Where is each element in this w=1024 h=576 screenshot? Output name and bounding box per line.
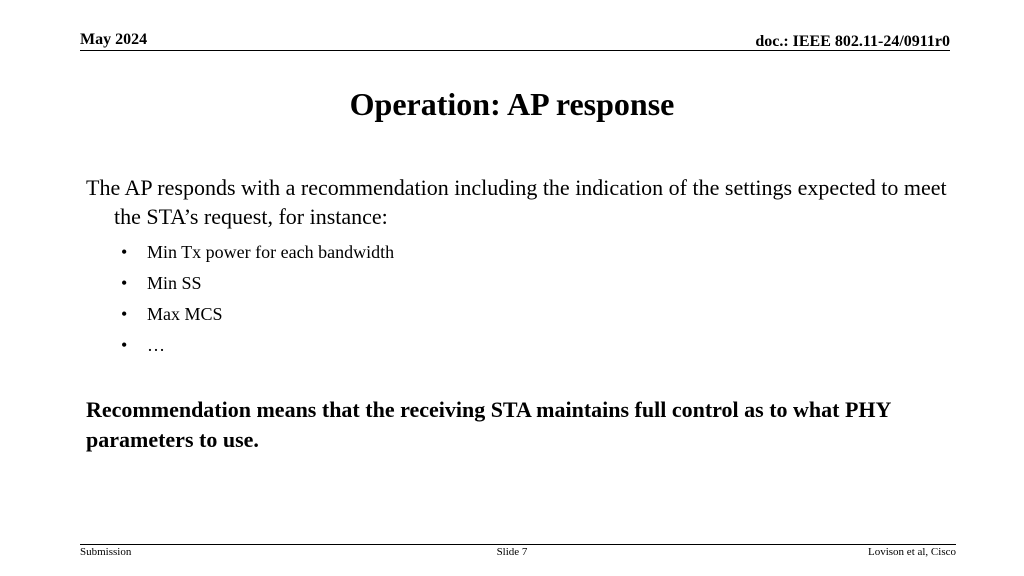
header-doc-id: doc.: IEEE 802.11-24/0911r0 [755,33,950,50]
list-item [121,237,394,268]
bullet-text: Min Tx power for each bandwidth [147,242,395,262]
bullet-icon: • [121,242,128,262]
emphasis-paragraph: Recommendation means that the receiving STA maintains full control as to what PHY parameters to use. [86,397,891,452]
header-date: May 2024 [80,31,148,48]
footer-divider [80,544,956,545]
bullet-icon: • [121,335,128,355]
bullet-text: Max MCS [147,304,223,324]
footer-authors: Lovison et al, Cisco [868,546,956,558]
slide-title: Operation: AP response [349,86,675,122]
bullet-text: … [147,335,165,355]
footer-submission: Submission [80,546,132,558]
list-item [121,268,394,299]
bullet-icon: • [121,304,128,324]
header-divider [80,50,950,51]
list-item [121,330,394,361]
list-item [121,299,394,330]
bullet-text: Min SS [147,273,202,293]
intro-paragraph: The AP responds with a recommendation including the indication of the settings expected to meet the STA’s request, for instance: [86,175,947,229]
bullet-list [121,237,394,361]
bullet-icon: • [121,273,128,293]
footer-slide-number: Slide 7 [496,546,528,558]
